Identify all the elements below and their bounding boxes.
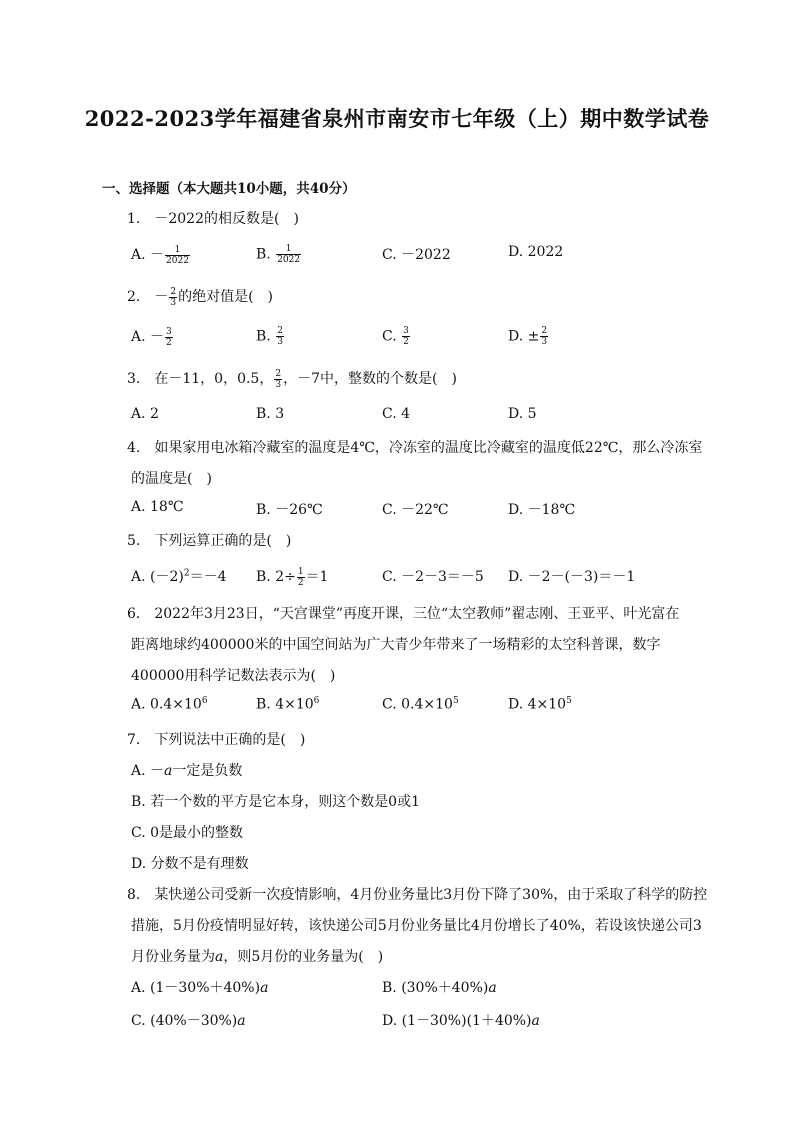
- question-6-option-c[interactable]: C. $0.4\times 10^5$: [382, 696, 459, 713]
- fraction: $\frac{2}{3}$: [170, 286, 177, 308]
- question-4-option-c[interactable]: C. －22℃: [382, 502, 449, 518]
- question-8-option-c[interactable]: C. (40%－30%)a: [131, 1013, 246, 1029]
- question-1-option-d[interactable]: D. 2022: [508, 244, 564, 260]
- question-2-option-c[interactable]: C. $\frac{3}{2}$: [382, 326, 409, 347]
- question-7-option-c[interactable]: C. 0是最小的整数: [131, 825, 244, 841]
- exam-title: 2022-2023学年福建省泉州市南安市七年级（上）期中数学试卷: [84, 106, 710, 131]
- question-2-stem: 2. － $\frac{2}{3}$ 的绝对值是( ): [127, 286, 274, 308]
- question-1-stem: 1. －2022的相反数是( ): [127, 211, 299, 227]
- question-1-option-b[interactable]: B. $\frac{1}{2022}$: [256, 244, 301, 265]
- question-5-option-b[interactable]: B. 2÷ $\frac{1}{2}$ ＝1: [256, 566, 329, 588]
- question-5-option-a[interactable]: A. $(-2)^2=-4$: [131, 568, 227, 585]
- question-7-stem: 7. 下列说法中正确的是( ): [127, 732, 306, 748]
- question-7-option-a[interactable]: A. －a一定是负数: [131, 763, 243, 779]
- question-1-option-c[interactable]: C. －2022: [382, 247, 451, 263]
- question-8-line-1: 8. 某快递公司受新一次疫情影响，4月份业务量比3月份下降了30%，由于采取了科学的防控: [127, 887, 708, 903]
- fraction: $\frac{1}{2022}$: [166, 244, 189, 266]
- question-8-option-a[interactable]: A. (1－30%＋40%)a: [131, 980, 269, 996]
- question-7-option-d[interactable]: D. 分数不是有理数: [131, 856, 249, 872]
- fraction: $\frac{2}{3}$: [275, 368, 282, 390]
- section-heading: 一、选择题（本大题共10小题，共40分）: [102, 181, 356, 197]
- question-6-option-b[interactable]: B. $4\times 10^6$: [256, 696, 320, 713]
- question-4-option-d[interactable]: D. －18℃: [508, 502, 576, 518]
- question-6-line-3: 400000用科学记数法表示为( ): [131, 668, 336, 684]
- question-1-option-a[interactable]: A. － $\frac{1}{2022}$: [131, 244, 189, 266]
- question-2-option-b[interactable]: B. $\frac{2}{3}$: [256, 326, 283, 347]
- question-3-option-b[interactable]: B. 3: [256, 406, 285, 422]
- question-3-option-a[interactable]: A. 2: [131, 406, 159, 422]
- question-2-option-a[interactable]: A. － $\frac{3}{2}$: [131, 326, 172, 348]
- question-8-line-3: 月份业务量为a，则5月份的业务量为( ): [131, 949, 384, 965]
- question-8-line-2: 措施，5月份疫情明显好转，该快递公司5月份业务量比4月份增长了40%，若设该快递公司3: [131, 918, 702, 934]
- question-4-option-b[interactable]: B. －26℃: [256, 502, 323, 518]
- question-6-option-a[interactable]: A. $0.4\times 10^6$: [131, 696, 208, 713]
- question-7-option-b[interactable]: B. 若一个数的平方是它本身，则这个数是0或1: [131, 794, 421, 810]
- question-4-line-1: 4. 如果家用电冰箱冷藏室的温度是4℃，冷冻室的温度比冷藏室的温度低22℃，那么冷冻室: [127, 440, 703, 456]
- question-3-stem: 3. 在－11，0，0.5， $\frac{2}{3}$ ，－7中，整数的个数是( ): [127, 368, 457, 390]
- question-5-option-c[interactable]: C. －2－3＝－5: [382, 569, 484, 585]
- fraction: $\frac{3}{2}$: [403, 326, 409, 347]
- question-5-option-d[interactable]: D. －2－(－3)＝－1: [508, 569, 636, 585]
- question-4-option-a[interactable]: A. 18℃: [131, 499, 184, 515]
- question-6-line-1: 6. 2022年3月23日，“天宫课堂”再度开课，三位“太空教师”翟志刚、王亚平、叶光富在: [127, 606, 680, 622]
- question-5-stem: 5. 下列运算正确的是( ): [127, 533, 292, 549]
- question-6-option-d[interactable]: D. $4\times 10^5$: [508, 696, 572, 713]
- fraction: $\frac{3}{2}$: [166, 326, 172, 348]
- question-3-option-d[interactable]: D. 5: [508, 406, 537, 422]
- fraction: $\frac{2}{3}$: [277, 326, 283, 347]
- question-2-option-d[interactable]: D. ± $\frac{2}{3}$: [508, 326, 548, 347]
- question-8-option-b[interactable]: B. (30%＋40%)a: [382, 980, 497, 996]
- question-3-option-c[interactable]: C. 4: [382, 406, 411, 422]
- fraction: $\frac{2}{3}$: [541, 326, 548, 347]
- fraction: $\frac{1}{2}$: [297, 566, 304, 588]
- question-4-line-2: 的温度是( ): [131, 471, 212, 487]
- question-8-option-d[interactable]: D. (1－30%)(1＋40%)a: [382, 1013, 540, 1029]
- question-6-line-2: 距离地球约400000米的中国空间站为广大青少年带来了一场精彩的太空科普课，数字: [131, 637, 661, 653]
- fraction: $\frac{1}{2022}$: [277, 244, 301, 265]
